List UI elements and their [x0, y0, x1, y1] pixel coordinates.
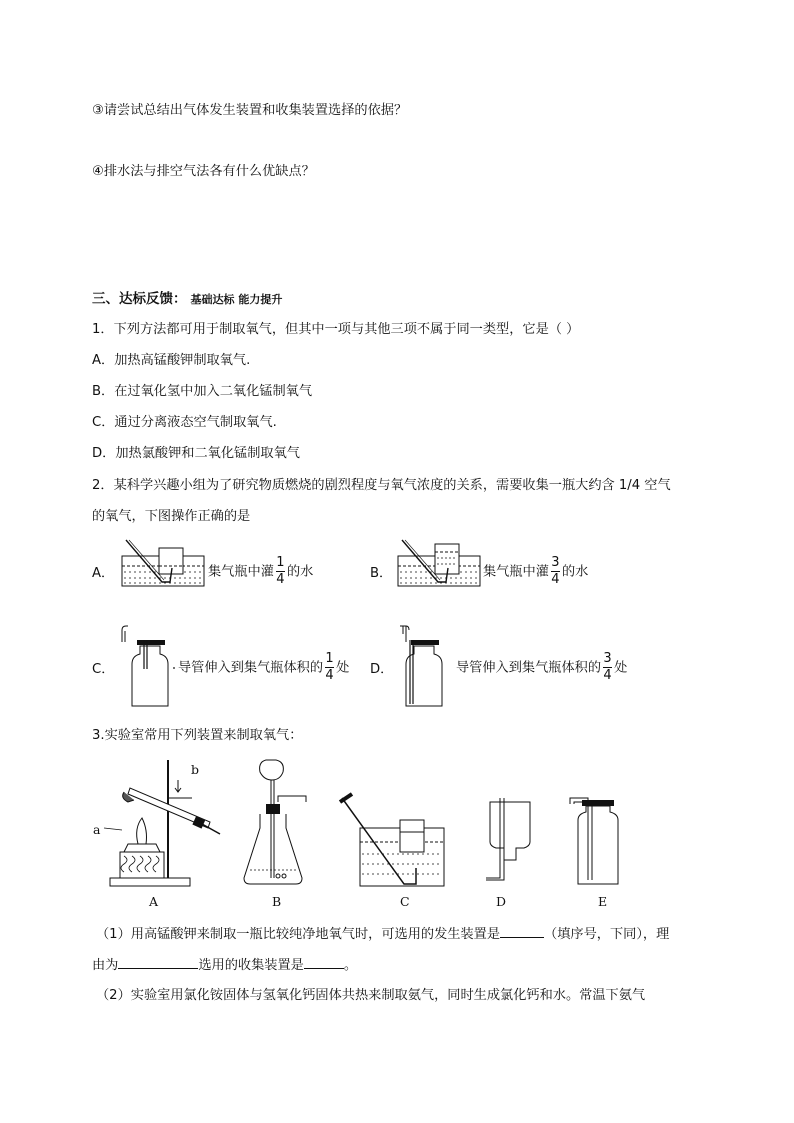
fraction-d-den: 4	[603, 668, 612, 683]
option-a-text-pre: 集气瓶中灌	[208, 564, 274, 580]
option-d-text-post: 处	[614, 660, 628, 676]
section-tags: 基础达标 能力提升	[190, 293, 283, 306]
option-c-text-pre: 导管伸入到集气瓶体积的	[178, 660, 324, 676]
answer-blank-collector[interactable]	[304, 955, 344, 969]
option-b-label: B．	[370, 566, 393, 581]
section-title: 三、达标反馈：	[92, 291, 187, 307]
label-a: a	[93, 822, 101, 837]
option-c-label: C．	[92, 662, 115, 677]
problem-1-option-b: B．在过氧化氢中加入二氧化锰制氧气	[92, 384, 313, 399]
problem-1-option-c: C．通过分离液态空气制取氧气.	[92, 415, 277, 430]
option-b-text-post: 的水	[561, 564, 589, 580]
label-D: D	[496, 894, 507, 909]
gas-bottle-figure-c	[118, 624, 178, 709]
sub1-text-a: （1）用高锰酸钾来制取一瓶比较纯净地氧气时，可选用的发生装置是	[96, 927, 501, 942]
option-d-text-pre: 导管伸入到集气瓶体积的	[456, 660, 602, 676]
water-trough-figure-a	[118, 538, 208, 588]
problem-2-stem: 2．某科学兴趣小组为了研究物质燃烧的剧烈程度与氧气浓度的关系，需要收集一瓶大约含 1/4 空气	[92, 478, 671, 493]
fraction-a	[276, 556, 285, 587]
problem-1-option-d: D．加热氯酸钾和二氧化锰制取氧气	[92, 446, 300, 461]
label-E: E	[598, 894, 608, 909]
problem-3-stem: 3.实验室常用下列装置来制取氧气：	[92, 728, 303, 743]
label-b: b	[191, 762, 200, 777]
question-4: ④排水法与排空气法各有什么优缺点？	[92, 164, 315, 179]
option-a-text	[208, 556, 313, 587]
fraction-c	[325, 652, 334, 683]
sub1-text-b: （填序号，下同），理	[544, 927, 670, 942]
water-trough-figure-b	[394, 538, 484, 588]
option-b-text	[483, 556, 588, 587]
option-c-text	[178, 652, 349, 683]
sub1-text-d: 选用的收集装置是	[198, 958, 304, 973]
problem-2-stem-cont: 的氧气，下图操作正确的是	[92, 509, 251, 524]
question-3: ③请尝试总结出气体发生装置和收集装置选择的依据？	[92, 103, 408, 118]
fraction-d-num: 3	[603, 651, 612, 666]
gas-bottle-figure-d	[392, 624, 452, 709]
fraction-b-num: 3	[551, 555, 560, 570]
option-a-label: A．	[92, 566, 115, 581]
apparatus-figure	[90, 758, 650, 908]
fraction-a-den: 4	[276, 572, 285, 587]
section-heading	[92, 290, 282, 309]
sub1-text-e: 。	[343, 958, 358, 973]
fraction-a-num: 1	[276, 555, 285, 570]
apparatus-e	[570, 798, 618, 884]
problem-3-sub2: （2）实验室用氯化铵固体与氢氧化钙固体共热来制取氨气，同时生成氯化钙和水。常温下氨气	[96, 988, 646, 1003]
problem-3-sub1-line1	[96, 924, 669, 944]
fraction-c-num: 1	[325, 651, 334, 666]
problem-3-sub1-line2	[92, 955, 357, 975]
answer-blank-generator[interactable]	[500, 924, 544, 938]
apparatus-b	[244, 760, 306, 884]
option-c-text-post: 处	[336, 660, 350, 676]
answer-blank-reason[interactable]	[118, 955, 198, 969]
option-b-text-pre: 集气瓶中灌	[483, 564, 549, 580]
problem-1-stem: 1．下列方法都可用于制取氧气，但其中一项与其他三项不属于同一类型，它是（ ）	[92, 322, 580, 337]
label-C: C	[400, 894, 410, 909]
fraction-c-den: 4	[325, 668, 334, 683]
apparatus-d	[486, 798, 530, 880]
option-d-text	[456, 652, 627, 683]
sub1-text-c: 由为	[92, 958, 119, 973]
fraction-b-den: 4	[551, 572, 560, 587]
option-d-label: D．	[370, 662, 394, 677]
fraction-b	[551, 556, 560, 587]
fraction-d	[603, 652, 612, 683]
label-B: B	[272, 894, 282, 909]
apparatus-a	[104, 760, 220, 886]
apparatus-c	[340, 794, 444, 886]
option-a-text-post: 的水	[286, 564, 314, 580]
problem-1-option-a: A．加热高锰酸钾制取氧气.	[92, 353, 251, 368]
label-A: A	[149, 894, 159, 909]
